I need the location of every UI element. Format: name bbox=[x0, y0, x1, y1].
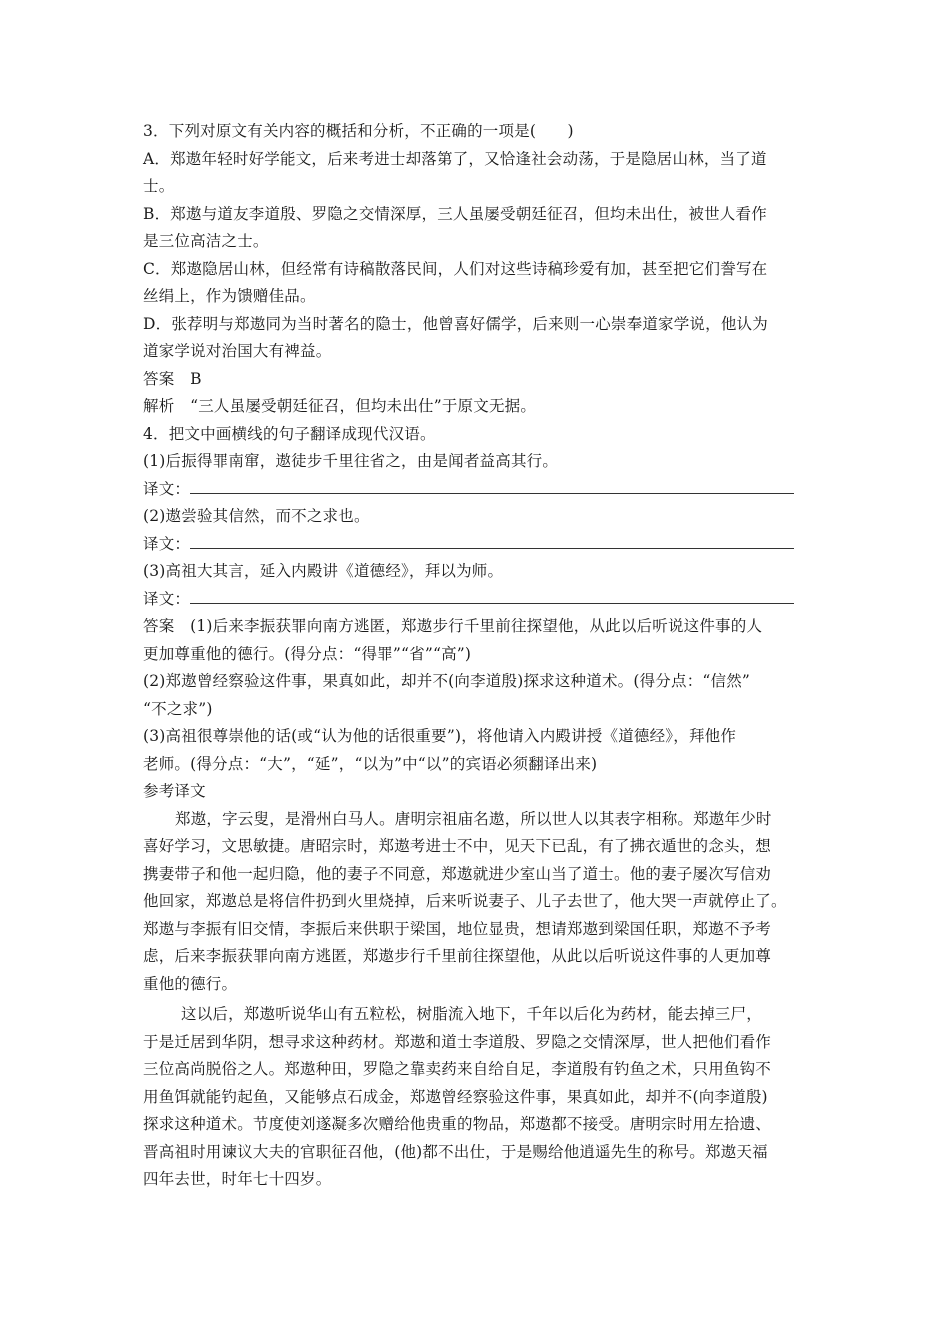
translation-para2-line: 于是迁居到华阴，想寻求这种药材。郑遨和道士李道殷、罗隐之交情深厚，世人把他们看作 bbox=[143, 1032, 772, 1051]
blank-label: 译文： bbox=[143, 589, 191, 608]
q3-option-b-line2: 是三位高洁之士。 bbox=[143, 232, 269, 250]
translation-para2-line: 三位高尚脱俗之人。郑遨种田，罗隐之靠卖药来自给自足，李道殷有钓鱼之术，只用鱼钩不 bbox=[143, 1060, 772, 1078]
q3-answer: 答案 B bbox=[143, 369, 202, 388]
q4-answer-line-6: 老师。(得分点：“大”，“延”，“以为”中“以”的宾语必须翻译出来) bbox=[143, 754, 598, 773]
blank-label: 译文： bbox=[143, 479, 191, 498]
q4-blank-1 bbox=[143, 476, 813, 504]
answer-blank-line bbox=[190, 586, 794, 604]
q4-blank-2 bbox=[143, 531, 813, 559]
translation-para2-line: 探求这种道术。节度使刘遂凝多次赠给他贵重的物品，郑遨都不接受。唐明宗时用左拾遗、 bbox=[143, 1115, 772, 1133]
q3-analysis: 解析 “三人虽屡受朝廷征召，但均未出仕”于原文无据。 bbox=[143, 397, 537, 415]
translation-para1-line: 重他的德行。 bbox=[143, 974, 238, 993]
q4-item-2: (2)遨尝验其信然，而不之求也。 bbox=[143, 507, 370, 525]
q3-option-a-line2: 士。 bbox=[143, 177, 175, 195]
translation-para2-line: 四年去世，时年七十四岁。 bbox=[143, 1170, 332, 1188]
q3-option-d-line2: 道家学说对治国大有裨益。 bbox=[143, 342, 332, 360]
blank-label: 译文： bbox=[143, 534, 191, 553]
translation-para1-line: 携妻带子和他一起归隐，他的妻子不同意，郑遨就进少室山当了道士。他的妻子屡次写信劝 bbox=[143, 864, 772, 883]
q3-option-c-line2: 丝绢上，作为馈赠佳品。 bbox=[143, 287, 316, 305]
q4-item-1: (1)后振得罪南窜，遨徒步千里往省之，由是闻者益高其行。 bbox=[143, 452, 559, 470]
q4-stem: 4．把文中画横线的句子翻译成现代汉语。 bbox=[143, 424, 436, 443]
q4-answer-line-2: 更加尊重他的德行。(得分点：“得罪”“省”“高”) bbox=[143, 644, 472, 663]
q4-answer-line-5: (3)高祖很尊崇他的话(或“认为他的话很重要”)，将他请入内殿讲授《道德经》，拜他作 bbox=[143, 727, 737, 745]
q3-option-d-line1: D．张荐明与郑遨同为当时著名的隐士，他曾喜好儒学，后来则一心崇奉道家学说，他认为 bbox=[143, 314, 768, 333]
q4-blank-3 bbox=[143, 586, 813, 614]
q4-answer-line-1: 答案 (1)后来李振获罪向南方逃匿，郑遨步行千里前往探望他，从此以后听说这件事的人 bbox=[143, 617, 763, 635]
translation-para1-line: 喜好学习，文思敏捷。唐昭宗时，郑遨考进士不中，见天下已乱，有了拂衣遁世的念头，想 bbox=[143, 837, 772, 855]
q3-stem: 3．下列对原文有关内容的概括和分析，不正确的一项是( ) bbox=[143, 122, 574, 140]
answer-blank-line bbox=[190, 531, 794, 549]
q3-option-a-line1: A．郑遨年轻时好学能文，后来考进士却落第了，又恰逢社会动荡，于是隐居山林，当了道 bbox=[143, 149, 767, 168]
translation-para2-line: 用鱼饵就能钓起鱼，又能够点石成金，郑遨曾经察验这件事，果真如此，却并不(向李道殷) bbox=[143, 1087, 768, 1106]
translation-heading: 参考译文 bbox=[143, 782, 206, 800]
q3-option-b-line1: B．郑遨与道友李道殷、罗隐之交情深厚，三人虽屡受朝廷征召，但均未出仕，被世人看作 bbox=[143, 204, 767, 223]
translation-para2-line: 这以后，郑遨听说华山有五粒松，树脂流入地下，千年以后化为药材，能去掉三尸， bbox=[181, 1005, 762, 1023]
translation-para1-line: 他回家，郑遨总是将信件扔到火里烧掉，后来听说妻子、儿子去世了，他大哭一声就停止了。 bbox=[143, 892, 787, 910]
q3-option-c-line1: C．郑遨隐居山林，但经常有诗稿散落民间，人们对这些诗稿珍爱有加，甚至把它们誊写在 bbox=[143, 259, 768, 278]
translation-para1-line: 郑遨与李振有旧交情，李振后来供职于梁国，地位显贵，想请郑遨到梁国任职，郑遨不予考 bbox=[143, 919, 772, 938]
answer-blank-line bbox=[190, 476, 794, 494]
document-page bbox=[143, 118, 813, 1194]
translation-para1-line: 虑，后来李振获罪向南方逃匿，郑遨步行千里前往探望他，从此以后听说这件事的人更加尊 bbox=[143, 947, 772, 965]
translation-para1-line: 郑遨，字云叟，是滑州白马人。唐明宗祖庙名遨，所以世人以其表字相称。郑遨年少时 bbox=[175, 809, 772, 828]
q4-item-3: (3)高祖大其言，延入内殿讲《道德经》，拜以为师。 bbox=[143, 562, 504, 580]
q4-answer-line-3: (2)郑遨曾经察验这件事，果真如此，却并不(向李道殷)探求这种道术。(得分点：“信然” bbox=[143, 672, 751, 690]
translation-para2-line: 晋高祖时用谏议大夫的官职征召他，(他)都不出仕，于是赐给他逍遥先生的称号。郑遨天福 bbox=[143, 1142, 768, 1161]
q4-answer-line-4: “不之求”) bbox=[143, 699, 213, 718]
